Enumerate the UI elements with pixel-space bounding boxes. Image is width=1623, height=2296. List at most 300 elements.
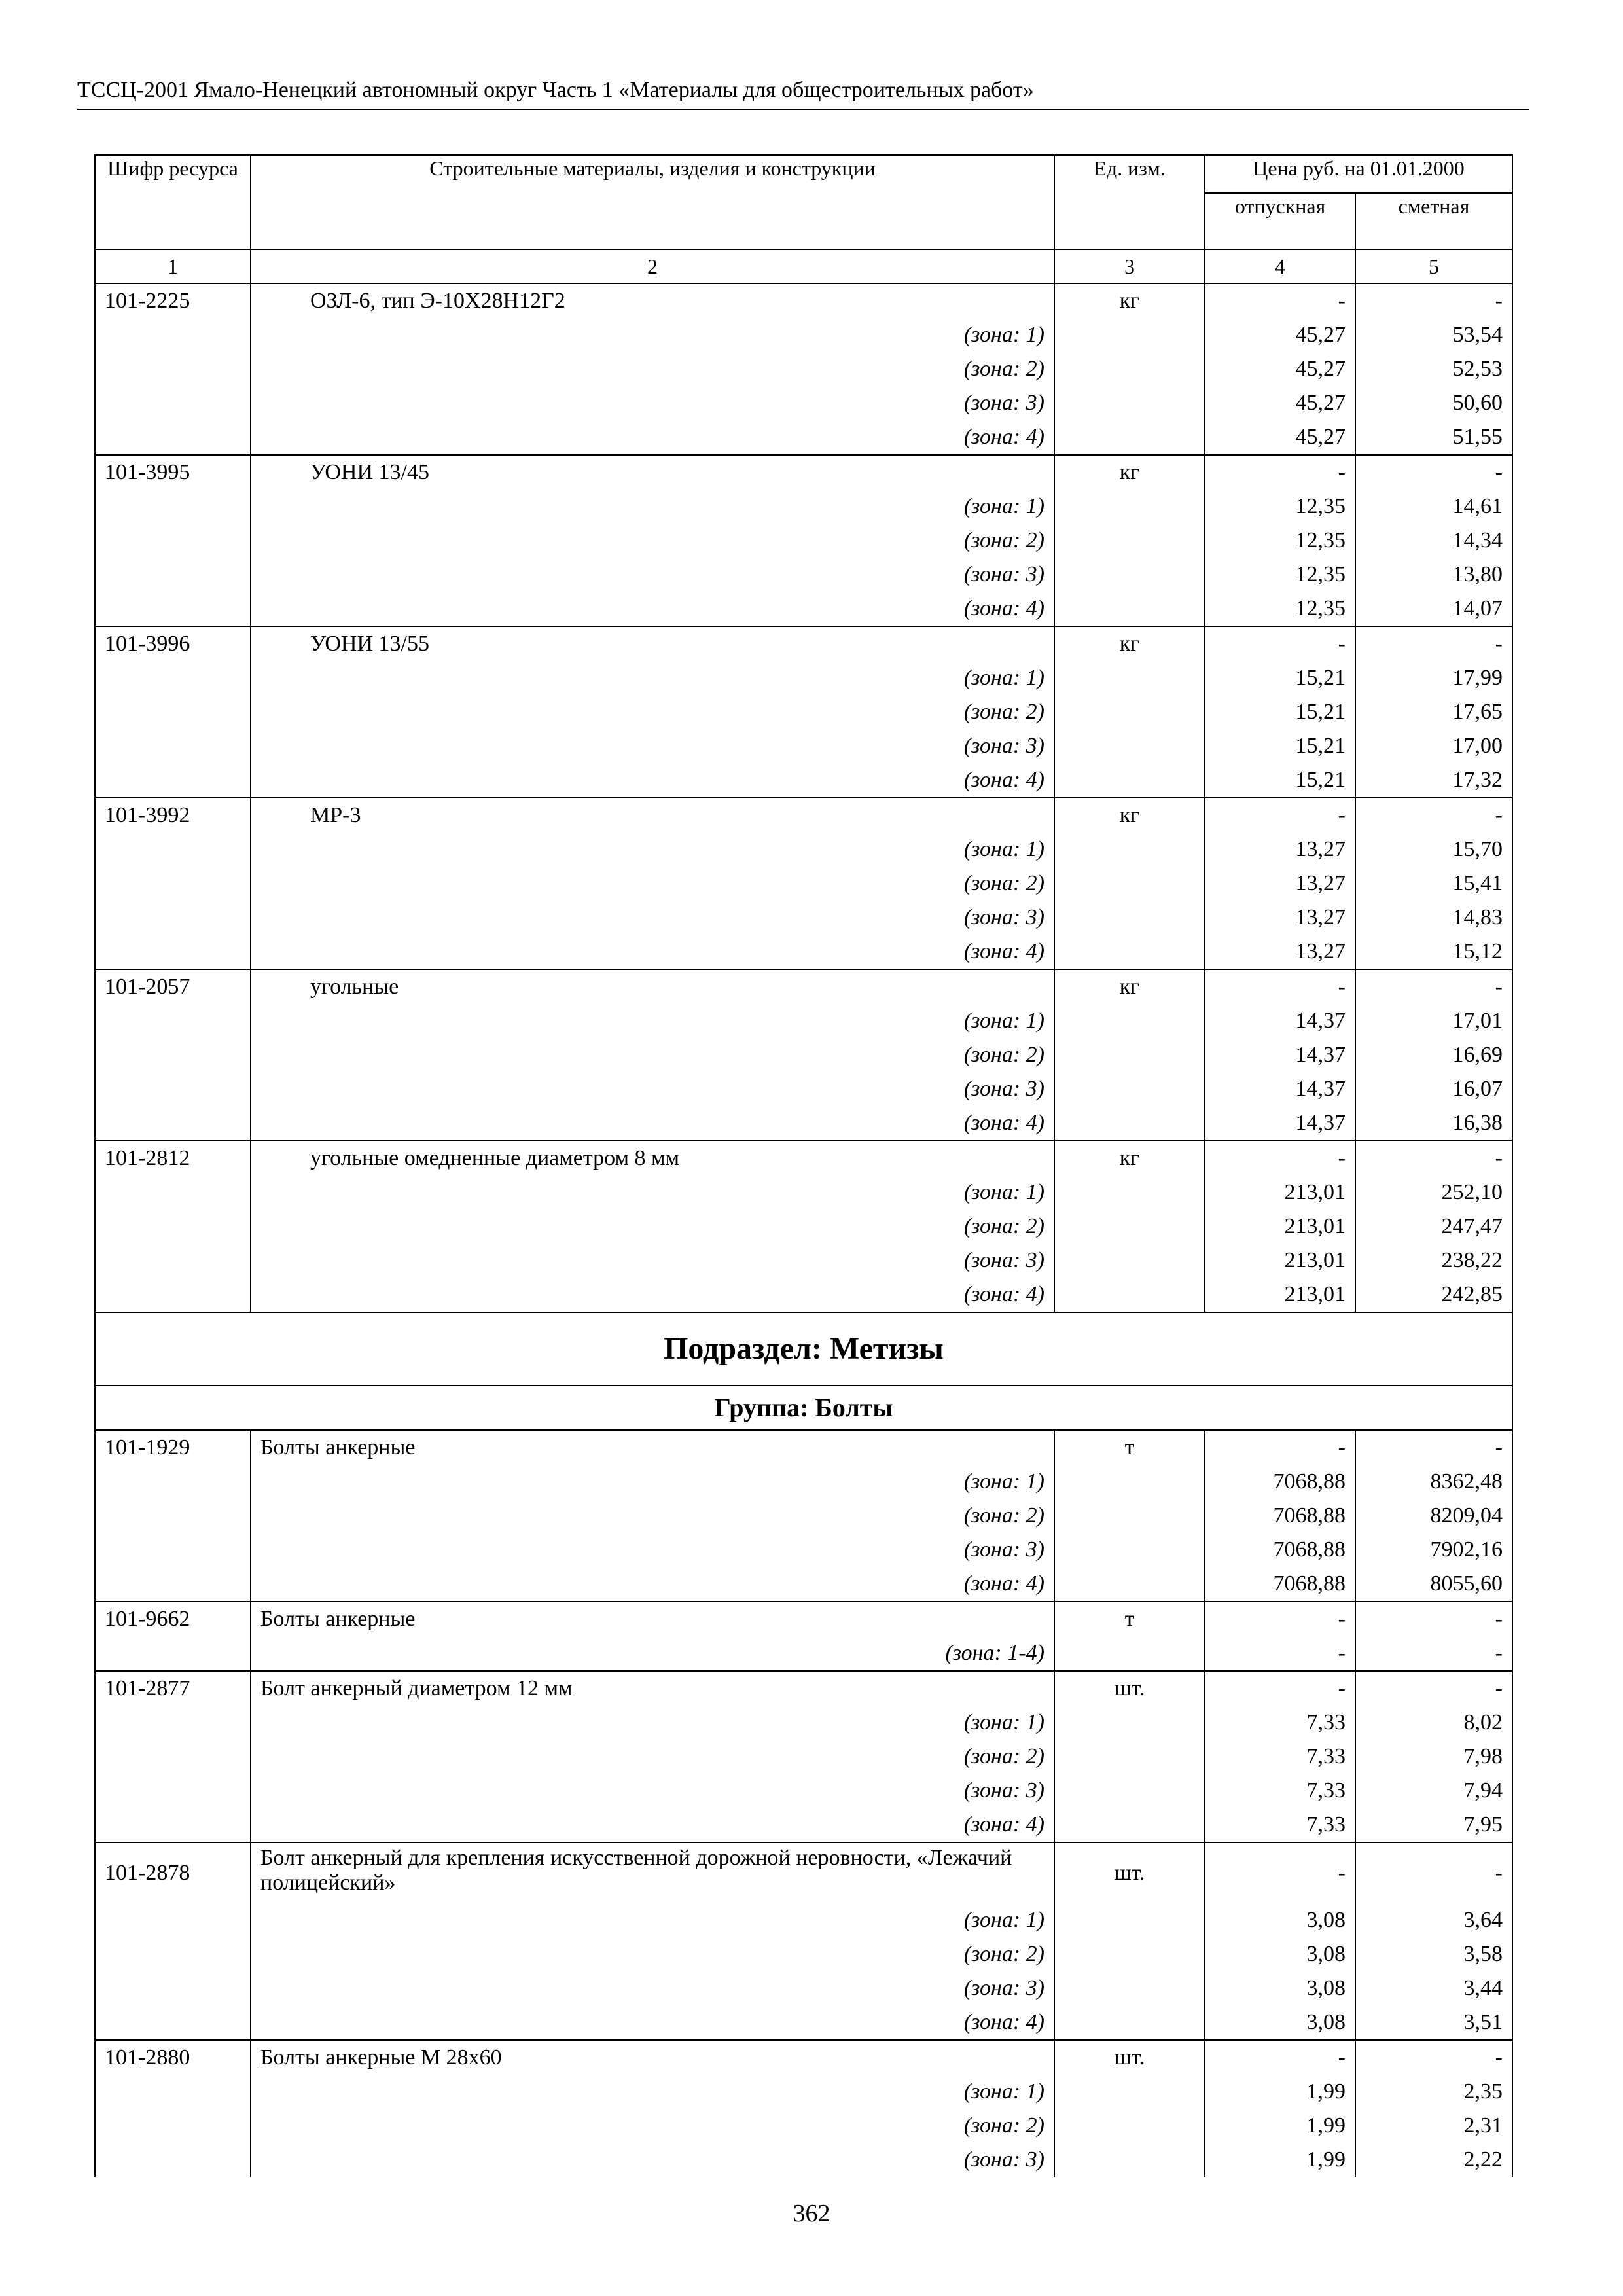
estimate-price: 8055,60: [1355, 1567, 1512, 1602]
unit-empty: [1054, 901, 1205, 935]
zone-label: (зона: 1): [251, 1175, 1054, 1210]
zone-label: (зона: 4): [251, 763, 1054, 798]
table-row: [95, 2040, 1512, 2075]
release-price: -: [1205, 2040, 1355, 2075]
col-header-release: отпускная: [1205, 193, 1355, 249]
estimate-price: 7,98: [1355, 1740, 1512, 1774]
zone-row: [95, 729, 1512, 763]
resource-code: 101-2877: [95, 1671, 251, 1706]
estimate-price: 7,95: [1355, 1808, 1512, 1842]
zone-row: [95, 935, 1512, 969]
zone-label: (зона: 1): [251, 1004, 1054, 1038]
unit-empty: [1054, 352, 1205, 386]
estimate-price: 51,55: [1355, 420, 1512, 455]
material-name: угольные: [251, 969, 1054, 1004]
zone-label: (зона: 4): [251, 935, 1054, 969]
zone-row: [95, 2143, 1512, 2177]
unit-cell: шт.: [1054, 1671, 1205, 1706]
resource-code-empty: [95, 1903, 251, 1937]
resource-code-empty: [95, 867, 251, 901]
table-row: [95, 798, 1512, 833]
resource-code-empty: [95, 1533, 251, 1567]
zone-label: (зона: 1): [251, 1903, 1054, 1937]
unit-empty: [1054, 1465, 1205, 1499]
estimate-price: 14,07: [1355, 592, 1512, 626]
zone-row: [95, 833, 1512, 867]
release-price: 15,21: [1205, 729, 1355, 763]
zone-label: (зона: 3): [251, 1072, 1054, 1106]
zone-row: [95, 1278, 1512, 1312]
unit-empty: [1054, 1937, 1205, 1971]
zone-row: [95, 867, 1512, 901]
unit-empty: [1054, 1175, 1205, 1210]
zone-row: [95, 592, 1512, 626]
zone-row: [95, 1175, 1512, 1210]
zone-label: (зона: 4): [251, 592, 1054, 626]
unit-cell: кг: [1054, 283, 1205, 318]
col-header-estimate: сметная: [1355, 193, 1512, 249]
estimate-price: 15,41: [1355, 867, 1512, 901]
zone-row: [95, 1210, 1512, 1244]
release-price: 3,08: [1205, 1937, 1355, 1971]
resource-code-empty: [95, 1278, 251, 1312]
release-price: 13,27: [1205, 867, 1355, 901]
estimate-price: 8,02: [1355, 1706, 1512, 1740]
resource-code-empty: [95, 2109, 251, 2143]
resource-code: 101-1929: [95, 1430, 251, 1465]
unit-empty: [1054, 2005, 1205, 2040]
zone-row: [95, 901, 1512, 935]
release-price: -: [1205, 1636, 1355, 1671]
estimate-price: 16,38: [1355, 1106, 1512, 1141]
release-price: -: [1205, 455, 1355, 490]
resource-code-empty: [95, 1499, 251, 1533]
unit-empty: [1054, 729, 1205, 763]
resource-code-empty: [95, 901, 251, 935]
unit-empty: [1054, 490, 1205, 524]
zone-label: (зона: 2): [251, 1499, 1054, 1533]
zone-label: (зона: 4): [251, 1106, 1054, 1141]
unit-empty: [1054, 1499, 1205, 1533]
resource-code-empty: [95, 1774, 251, 1808]
estimate-price: 17,99: [1355, 661, 1512, 695]
release-price: 7068,88: [1205, 1567, 1355, 1602]
unit-empty: [1054, 1808, 1205, 1842]
unit-empty: [1054, 420, 1205, 455]
estimate-price: -: [1355, 1671, 1512, 1706]
release-price: -: [1205, 1671, 1355, 1706]
zone-label: (зона: 4): [251, 2005, 1054, 2040]
zone-label: (зона: 1): [251, 490, 1054, 524]
resource-code: 101-2878: [95, 1842, 251, 1903]
zone-row: [95, 1740, 1512, 1774]
zone-label: (зона: 3): [251, 2143, 1054, 2177]
zone-row: [95, 318, 1512, 352]
unit-cell: кг: [1054, 969, 1205, 1004]
zone-row: [95, 386, 1512, 420]
subsection-title: Подраздел: Метизы: [95, 1312, 1512, 1386]
unit-empty: [1054, 1244, 1205, 1278]
release-price: 14,37: [1205, 1106, 1355, 1141]
resource-code-empty: [95, 1937, 251, 1971]
zone-label: (зона: 3): [251, 729, 1054, 763]
zone-label: (зона: 4): [251, 420, 1054, 455]
unit-empty: [1054, 386, 1205, 420]
zone-label: (зона: 2): [251, 1740, 1054, 1774]
resource-code-empty: [95, 1004, 251, 1038]
resource-code-empty: [95, 352, 251, 386]
table-row: [95, 1141, 1512, 1175]
unit-cell: т: [1054, 1430, 1205, 1465]
zone-label: (зона: 1): [251, 1465, 1054, 1499]
release-price: 14,37: [1205, 1038, 1355, 1072]
estimate-price: 16,07: [1355, 1072, 1512, 1106]
material-name: ОЗЛ-6, тип Э-10Х28Н12Г2: [251, 283, 1054, 318]
estimate-price: 17,01: [1355, 1004, 1512, 1038]
zone-row: [95, 1106, 1512, 1141]
unit-empty: [1054, 1004, 1205, 1038]
zone-row: [95, 524, 1512, 558]
page-number: 362: [793, 2200, 830, 2227]
unit-empty: [1054, 661, 1205, 695]
release-price: 213,01: [1205, 1244, 1355, 1278]
resource-code-empty: [95, 729, 251, 763]
unit-empty: [1054, 1740, 1205, 1774]
resource-code: 101-2880: [95, 2040, 251, 2075]
resource-code-empty: [95, 524, 251, 558]
estimate-price: 238,22: [1355, 1244, 1512, 1278]
resource-code-empty: [95, 2075, 251, 2109]
release-price: 45,27: [1205, 420, 1355, 455]
release-price: 45,27: [1205, 318, 1355, 352]
unit-empty: [1054, 867, 1205, 901]
resource-code-empty: [95, 661, 251, 695]
col-header-unit: Ед. изм.: [1054, 155, 1205, 249]
unit-empty: [1054, 1072, 1205, 1106]
release-price: 14,37: [1205, 1004, 1355, 1038]
material-name: УОНИ 13/45: [251, 455, 1054, 490]
estimate-price: 3,58: [1355, 1937, 1512, 1971]
release-price: 213,01: [1205, 1210, 1355, 1244]
release-price: -: [1205, 798, 1355, 833]
unit-empty: [1054, 935, 1205, 969]
material-name: Болты анкерные: [251, 1602, 1054, 1636]
release-price: 7068,88: [1205, 1533, 1355, 1567]
release-price: 12,35: [1205, 524, 1355, 558]
estimate-price: 7,94: [1355, 1774, 1512, 1808]
release-price: -: [1205, 969, 1355, 1004]
release-price: 3,08: [1205, 2005, 1355, 2040]
col-number: 5: [1355, 249, 1512, 283]
unit-cell: т: [1054, 1602, 1205, 1636]
resource-code-empty: [95, 490, 251, 524]
unit-empty: [1054, 1706, 1205, 1740]
resource-code-empty: [95, 1808, 251, 1842]
zone-row: [95, 763, 1512, 798]
unit-empty: [1054, 524, 1205, 558]
unit-empty: [1054, 2143, 1205, 2177]
zone-row: [95, 1038, 1512, 1072]
release-price: 45,27: [1205, 352, 1355, 386]
unit-empty: [1054, 695, 1205, 729]
table-row: [95, 455, 1512, 490]
estimate-price: -: [1355, 2040, 1512, 2075]
estimate-price: 17,00: [1355, 729, 1512, 763]
zone-label: (зона: 1): [251, 318, 1054, 352]
table-row: [95, 1602, 1512, 1636]
unit-empty: [1054, 833, 1205, 867]
table-row: [95, 1671, 1512, 1706]
zone-label: (зона: 3): [251, 1774, 1054, 1808]
estimate-price: 53,54: [1355, 318, 1512, 352]
release-price: 7,33: [1205, 1774, 1355, 1808]
estimate-price: 3,64: [1355, 1903, 1512, 1937]
release-price: 7,33: [1205, 1706, 1355, 1740]
zone-label: (зона: 1): [251, 2075, 1054, 2109]
release-price: -: [1205, 1141, 1355, 1175]
estimate-price: 247,47: [1355, 1210, 1512, 1244]
group-title: Группа: Болты: [95, 1386, 1512, 1430]
release-price: 14,37: [1205, 1072, 1355, 1106]
zone-label: (зона: 3): [251, 1533, 1054, 1567]
estimate-price: -: [1355, 1141, 1512, 1175]
zone-row: [95, 2109, 1512, 2143]
resource-code: 101-9662: [95, 1602, 251, 1636]
estimate-price: 252,10: [1355, 1175, 1512, 1210]
unit-empty: [1054, 1210, 1205, 1244]
estimate-price: 15,70: [1355, 833, 1512, 867]
zone-row: [95, 352, 1512, 386]
estimate-price: 16,69: [1355, 1038, 1512, 1072]
price-table: [94, 154, 1513, 2177]
unit-cell: кг: [1054, 1141, 1205, 1175]
release-price: 15,21: [1205, 661, 1355, 695]
zone-row: [95, 1937, 1512, 1971]
resource-code-empty: [95, 1465, 251, 1499]
resource-code-empty: [95, 2005, 251, 2040]
release-price: -: [1205, 1430, 1355, 1465]
zone-label: (зона: 4): [251, 1278, 1054, 1312]
release-price: 1,99: [1205, 2109, 1355, 2143]
col-number: 4: [1205, 249, 1355, 283]
zone-label: (зона: 3): [251, 1244, 1054, 1278]
zone-row: [95, 2075, 1512, 2109]
release-price: 7,33: [1205, 1740, 1355, 1774]
release-price: 15,21: [1205, 763, 1355, 798]
column-number-row: [95, 249, 1512, 283]
release-price: -: [1205, 283, 1355, 318]
estimate-price: -: [1355, 969, 1512, 1004]
zone-label: (зона: 1): [251, 833, 1054, 867]
release-price: 1,99: [1205, 2075, 1355, 2109]
zone-label: (зона: 2): [251, 1937, 1054, 1971]
release-price: 213,01: [1205, 1175, 1355, 1210]
estimate-price: -: [1355, 1842, 1512, 1903]
resource-code-empty: [95, 833, 251, 867]
estimate-price: -: [1355, 1602, 1512, 1636]
zone-row: [95, 1072, 1512, 1106]
unit-empty: [1054, 592, 1205, 626]
release-price: -: [1205, 1602, 1355, 1636]
zone-label: (зона: 2): [251, 1038, 1054, 1072]
estimate-price: 8209,04: [1355, 1499, 1512, 1533]
zone-label: (зона: 4): [251, 1808, 1054, 1842]
unit-cell: шт.: [1054, 1842, 1205, 1903]
col-number: 1: [95, 249, 251, 283]
zone-row: [95, 1706, 1512, 1740]
estimate-price: 2,22: [1355, 2143, 1512, 2177]
zone-row: [95, 1465, 1512, 1499]
estimate-price: 17,32: [1355, 763, 1512, 798]
estimate-price: -: [1355, 1636, 1512, 1671]
release-price: 1,99: [1205, 2143, 1355, 2177]
subsection-row: [95, 1312, 1512, 1386]
zone-row: [95, 1567, 1512, 1602]
unit-empty: [1054, 1533, 1205, 1567]
zone-row: [95, 1903, 1512, 1937]
zone-label: (зона: 4): [251, 1567, 1054, 1602]
estimate-price: 8362,48: [1355, 1465, 1512, 1499]
resource-code-empty: [95, 318, 251, 352]
resource-code-empty: [95, 1971, 251, 2005]
table-row: [95, 1430, 1512, 1465]
resource-code: 101-2057: [95, 969, 251, 1004]
zone-label: (зона: 2): [251, 524, 1054, 558]
resource-code-empty: [95, 1210, 251, 1244]
resource-code: 101-2812: [95, 1141, 251, 1175]
resource-code-empty: [95, 1244, 251, 1278]
estimate-price: 2,35: [1355, 2075, 1512, 2109]
zone-label: (зона: 1): [251, 661, 1054, 695]
resource-code: 101-2225: [95, 283, 251, 318]
zone-label: (зона: 1-4): [251, 1636, 1054, 1671]
unit-empty: [1054, 1278, 1205, 1312]
estimate-price: 7902,16: [1355, 1533, 1512, 1567]
estimate-price: -: [1355, 798, 1512, 833]
col-number: 2: [251, 249, 1054, 283]
table-header-row: [95, 155, 1512, 193]
resource-code-empty: [95, 1038, 251, 1072]
material-name: Болт анкерный диаметром 12 мм: [251, 1671, 1054, 1706]
release-price: 13,27: [1205, 833, 1355, 867]
unit-cell: шт.: [1054, 2040, 1205, 2075]
release-price: -: [1205, 626, 1355, 661]
material-name: угольные омедненные диаметром 8 мм: [251, 1141, 1054, 1175]
resource-code-empty: [95, 1175, 251, 1210]
release-price: 45,27: [1205, 386, 1355, 420]
unit-empty: [1054, 1038, 1205, 1072]
unit-empty: [1054, 1636, 1205, 1671]
zone-row: [95, 1774, 1512, 1808]
resource-code-empty: [95, 1636, 251, 1671]
estimate-price: -: [1355, 455, 1512, 490]
zone-label: (зона: 3): [251, 386, 1054, 420]
zone-row: [95, 1636, 1512, 1671]
material-name: Болты анкерные М 28х60: [251, 2040, 1054, 2075]
zone-label: (зона: 2): [251, 695, 1054, 729]
release-price: 7068,88: [1205, 1499, 1355, 1533]
zone-label: (зона: 2): [251, 867, 1054, 901]
resource-code-empty: [95, 763, 251, 798]
table-row: [95, 283, 1512, 318]
material-name: Болты анкерные: [251, 1430, 1054, 1465]
zone-row: [95, 2005, 1512, 2040]
material-name: Болт анкерный для крепления искусственной дорожной неровности, «Лежачий полицейский»: [251, 1842, 1054, 1903]
resource-code: 101-3992: [95, 798, 251, 833]
zone-label: (зона: 3): [251, 558, 1054, 592]
release-price: 7068,88: [1205, 1465, 1355, 1499]
release-price: 12,35: [1205, 558, 1355, 592]
zone-row: [95, 558, 1512, 592]
zone-row: [95, 1971, 1512, 2005]
col-header-name: Строительные материалы, изделия и конструкции: [251, 155, 1054, 249]
group-row: [95, 1386, 1512, 1430]
release-price: 15,21: [1205, 695, 1355, 729]
material-name: МР-3: [251, 798, 1054, 833]
estimate-price: 15,12: [1355, 935, 1512, 969]
estimate-price: 2,31: [1355, 2109, 1512, 2143]
estimate-price: 13,80: [1355, 558, 1512, 592]
estimate-price: 3,44: [1355, 1971, 1512, 2005]
unit-cell: кг: [1054, 626, 1205, 661]
release-price: 12,35: [1205, 592, 1355, 626]
zone-row: [95, 1244, 1512, 1278]
col-header-code: Шифр ресурса: [95, 155, 251, 249]
unit-empty: [1054, 1567, 1205, 1602]
table-row: [95, 626, 1512, 661]
resource-code-empty: [95, 1706, 251, 1740]
unit-empty: [1054, 558, 1205, 592]
zone-row: [95, 695, 1512, 729]
page-header: ТССЦ-2001 Ямало-Ненецкий автономный округ Часть 1 «Материалы для общестроительных работ»: [77, 76, 1529, 110]
release-price: 7,33: [1205, 1808, 1355, 1842]
zone-row: [95, 420, 1512, 455]
release-price: 12,35: [1205, 490, 1355, 524]
resource-code-empty: [95, 420, 251, 455]
release-price: 3,08: [1205, 1903, 1355, 1937]
estimate-price: 17,65: [1355, 695, 1512, 729]
zone-row: [95, 661, 1512, 695]
resource-code-empty: [95, 558, 251, 592]
table-row: [95, 969, 1512, 1004]
table-row: [95, 1842, 1512, 1903]
estimate-price: 14,34: [1355, 524, 1512, 558]
unit-empty: [1054, 318, 1205, 352]
release-price: 13,27: [1205, 935, 1355, 969]
estimate-price: 14,83: [1355, 901, 1512, 935]
unit-empty: [1054, 1106, 1205, 1141]
resource-code-empty: [95, 386, 251, 420]
resource-code: 101-3995: [95, 455, 251, 490]
estimate-price: 242,85: [1355, 1278, 1512, 1312]
zone-label: (зона: 2): [251, 352, 1054, 386]
unit-empty: [1054, 1774, 1205, 1808]
resource-code: 101-3996: [95, 626, 251, 661]
estimate-price: 52,53: [1355, 352, 1512, 386]
zone-row: [95, 490, 1512, 524]
release-price: 13,27: [1205, 901, 1355, 935]
unit-empty: [1054, 2109, 1205, 2143]
estimate-price: -: [1355, 626, 1512, 661]
unit-cell: кг: [1054, 455, 1205, 490]
col-number: 3: [1054, 249, 1205, 283]
unit-empty: [1054, 1903, 1205, 1937]
estimate-price: -: [1355, 1430, 1512, 1465]
col-header-price: Цена руб. на 01.01.2000: [1205, 155, 1512, 193]
zone-label: (зона: 3): [251, 901, 1054, 935]
zone-label: (зона: 2): [251, 2109, 1054, 2143]
resource-code-empty: [95, 935, 251, 969]
